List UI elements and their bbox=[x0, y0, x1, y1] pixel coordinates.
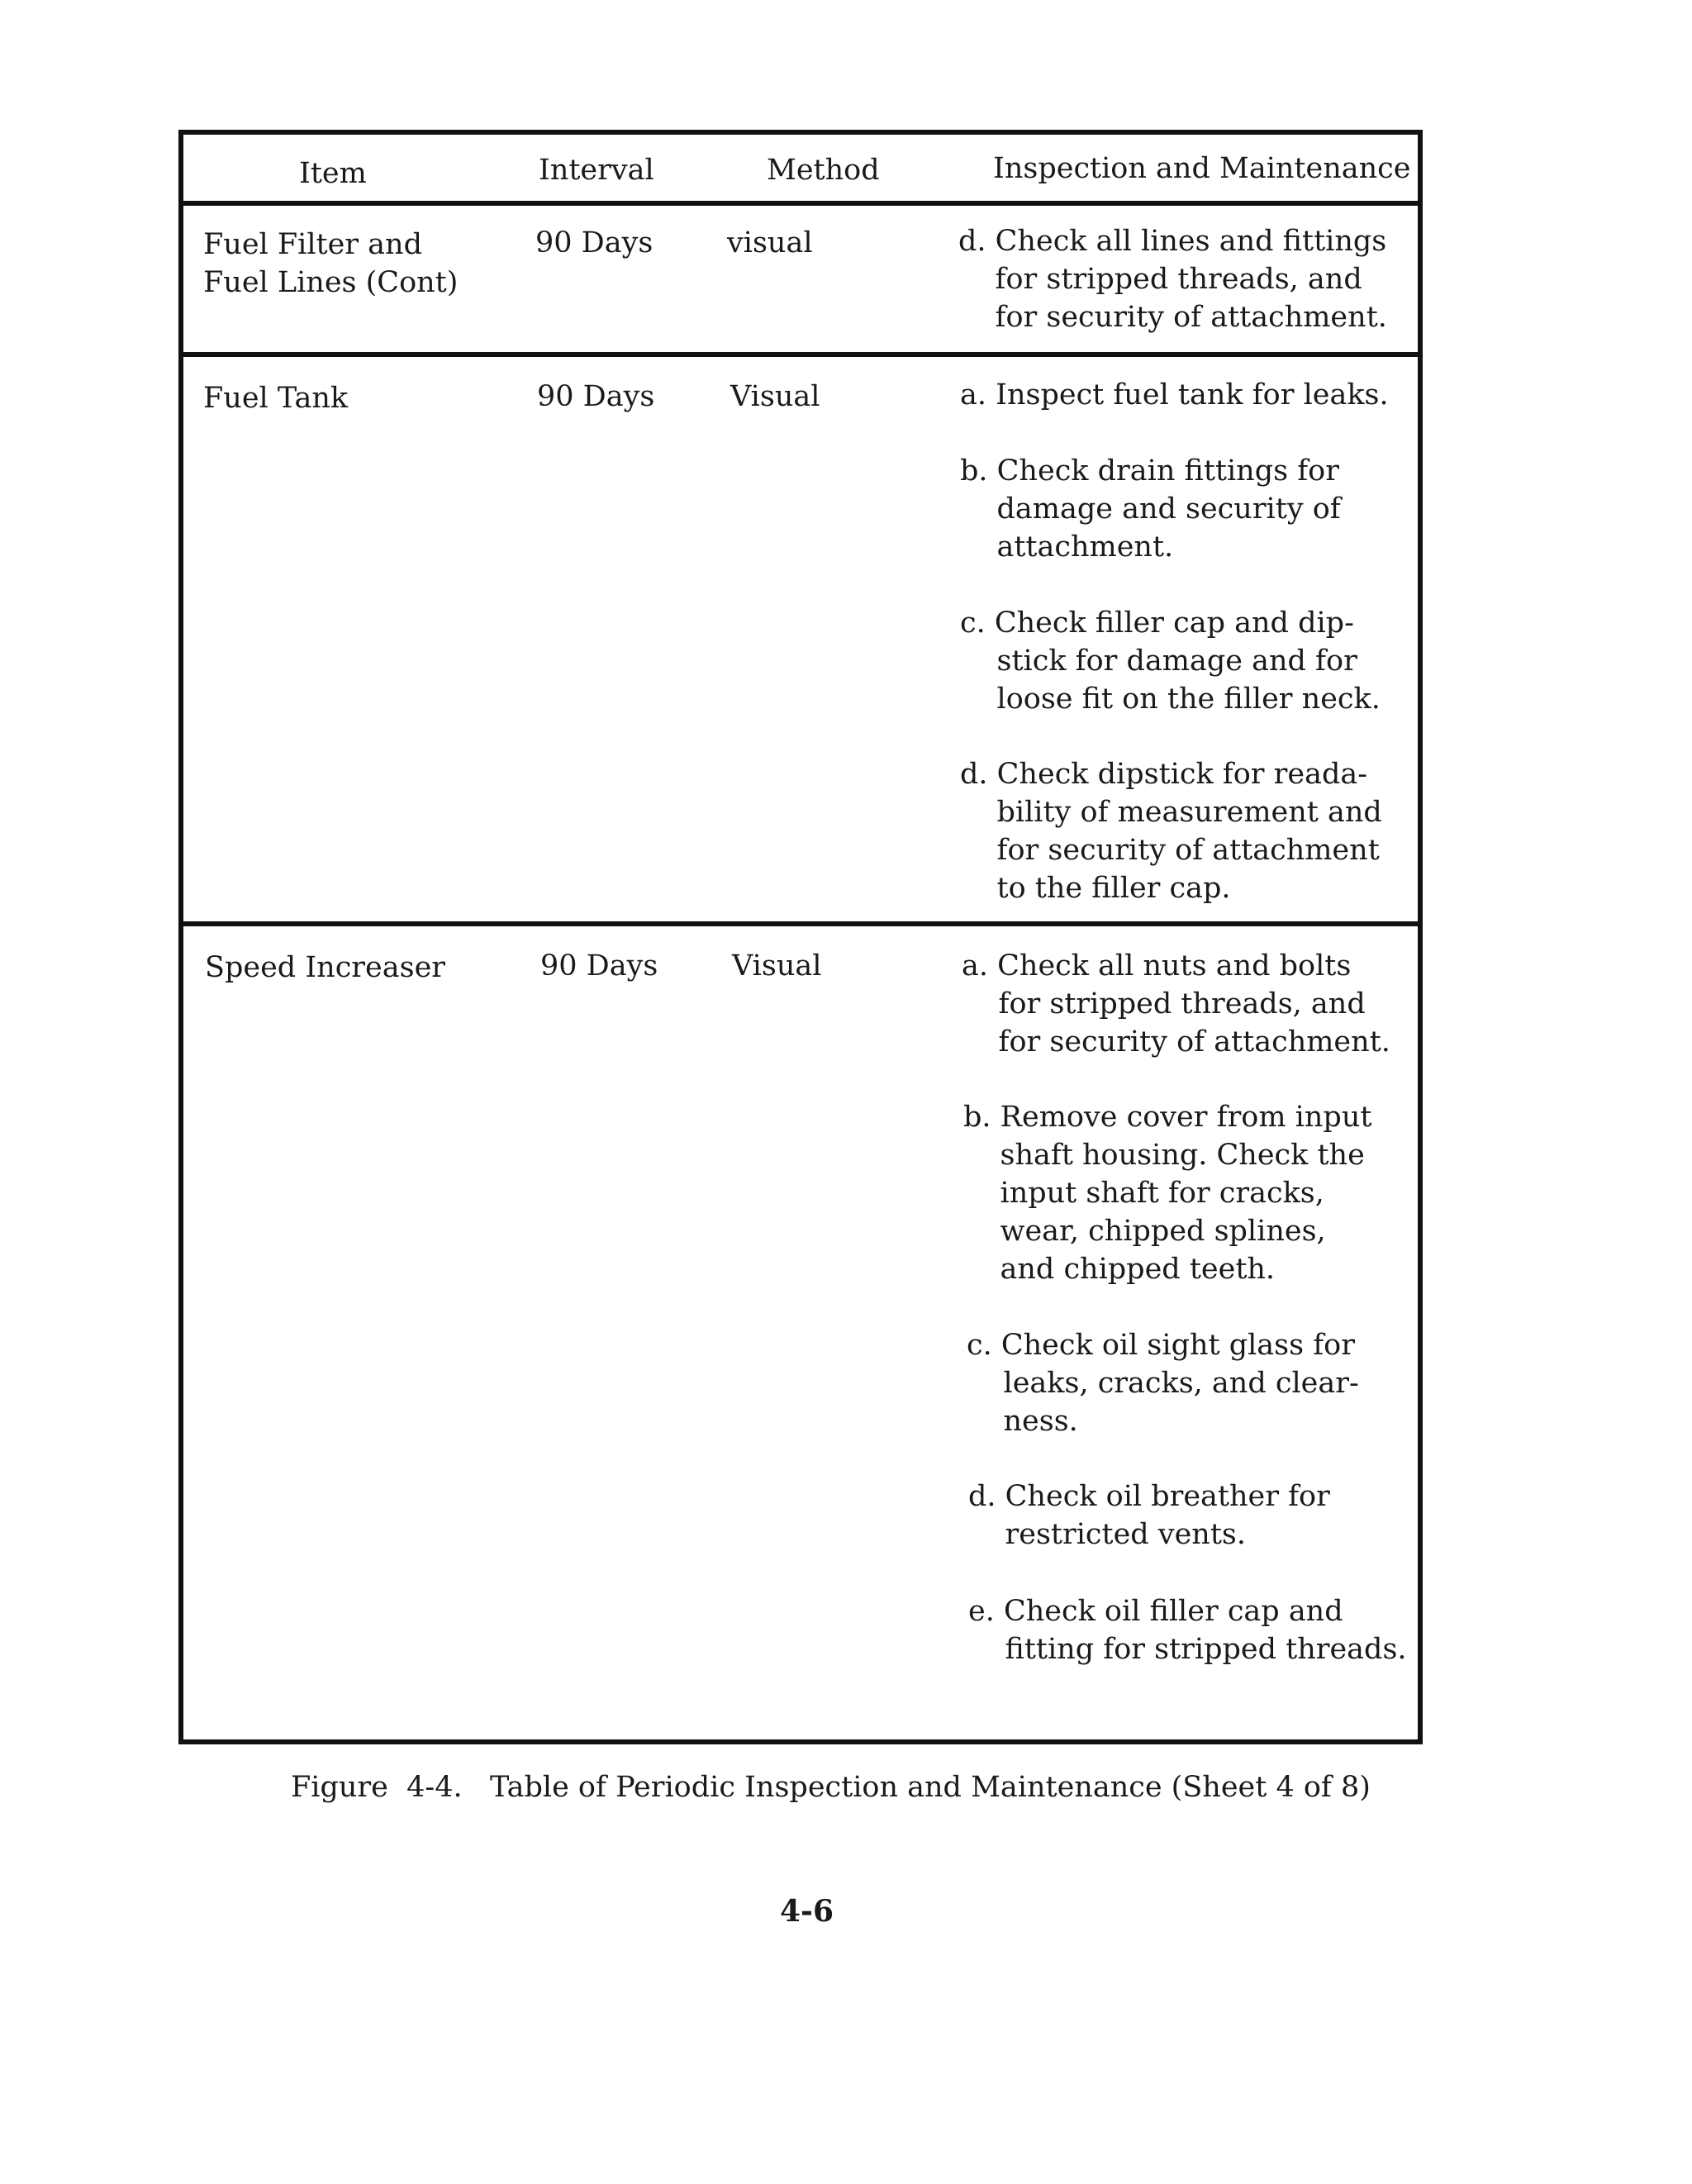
row-interval-fuel-tank: 90 Days bbox=[537, 380, 655, 413]
step-speed-increaser-c: c. Check oil sight glass for leaks, cracks, and clear- ness. bbox=[967, 1329, 1359, 1438]
figure-caption: Figure 4-4. Table of Periodic Inspection and Maintenance (Sheet 4 of 8) bbox=[291, 1771, 1371, 1804]
row-divider-2 bbox=[183, 921, 1418, 926]
step-speed-increaser-d: d. Check oil breather for restricted vents. bbox=[968, 1480, 1330, 1551]
step-fuel-tank-c: c. Check filler cap and dip- stick for damage and for loose fit on the filler neck. bbox=[960, 607, 1381, 716]
step-fuel-tank-b: b. Check drain fittings for damage and security of attachment. bbox=[960, 454, 1341, 564]
step-speed-increaser-b: b. Remove cover from input shaft housing. Check the input shaft for cracks, wear, chipped splines, and chipped teeth. bbox=[963, 1101, 1372, 1286]
step-fuel-filter-d: d. Check all lines and fittings for stripped threads, and for security of attachment. bbox=[958, 225, 1387, 334]
row-item-speed-increaser: Speed Increaser bbox=[205, 951, 446, 984]
row-divider-1 bbox=[183, 352, 1418, 357]
header-item: Item bbox=[299, 157, 367, 190]
inspection-table bbox=[178, 130, 1423, 1744]
step-fuel-tank-a: a. Inspect fuel tank for leaks. bbox=[960, 378, 1389, 412]
row-item-fuel-tank: Fuel Tank bbox=[203, 382, 349, 415]
row-item-fuel-filter: Fuel Filter and Fuel Lines (Cont) bbox=[203, 228, 459, 299]
header-inspection: Inspection and Maintenance bbox=[993, 152, 1411, 185]
step-speed-increaser-e: e. Check oil filler cap and fitting for stripped threads. bbox=[968, 1595, 1407, 1666]
row-method-speed-increaser: Visual bbox=[732, 949, 822, 983]
page-number: 4-6 bbox=[780, 1894, 834, 1929]
step-fuel-tank-d: d. Check dipstick for reada- bility of measurement and for security of attachment to the filler cap. bbox=[960, 758, 1382, 905]
header-interval: Interval bbox=[539, 154, 654, 187]
step-speed-increaser-a: a. Check all nuts and bolts for stripped threads, and for security of attachment. bbox=[962, 949, 1390, 1059]
header-method: Method bbox=[767, 154, 880, 187]
row-interval-speed-increaser: 90 Days bbox=[540, 949, 658, 983]
row-method-fuel-tank: Visual bbox=[730, 380, 820, 413]
row-method-fuel-filter: visual bbox=[727, 226, 813, 259]
row-interval-fuel-filter: 90 Days bbox=[535, 226, 654, 259]
header-divider bbox=[183, 201, 1418, 206]
